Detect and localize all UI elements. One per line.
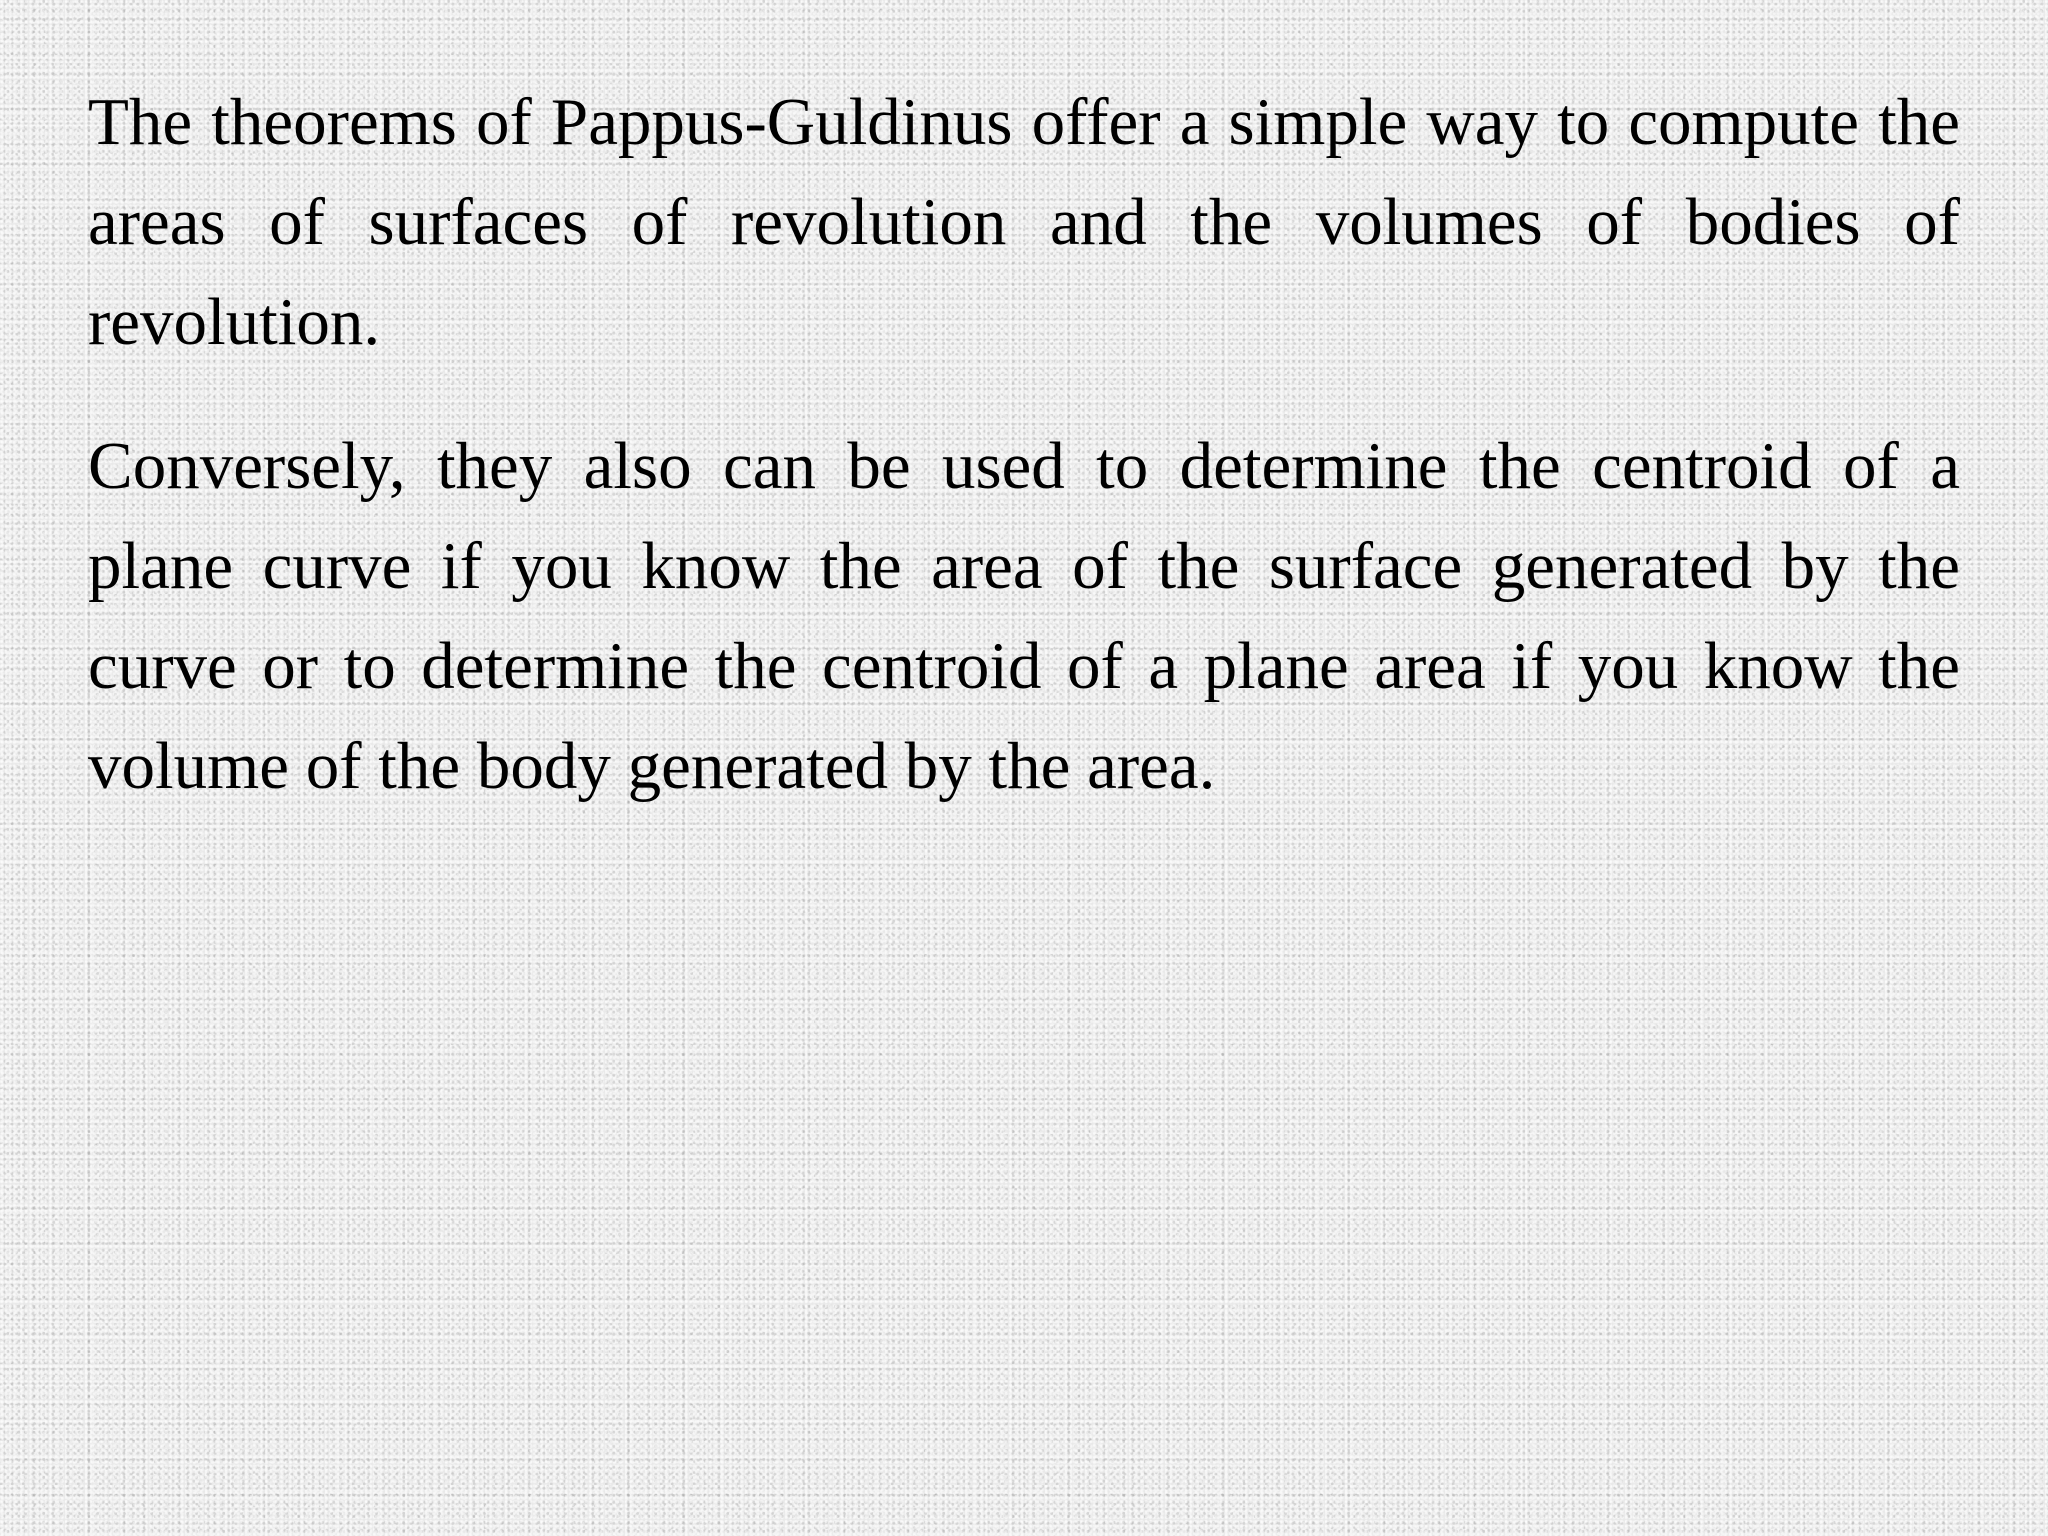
paragraph-pappus-guldinus-intro: The theorems of Pappus-Guldinus offer a simple way to compute the areas of surfaces of revolution and the volumes of bodies of revolution. (88, 85, 1960, 359)
paragraph-centroid-application: Conversely, they also can be used to determine the centroid of a plane curve if you know the area of the surface generated by the curve or to determine the centroid of a plane area if you know the volume of the body generated by the area. (88, 429, 1960, 803)
slide-text-body (88, 72, 1960, 816)
